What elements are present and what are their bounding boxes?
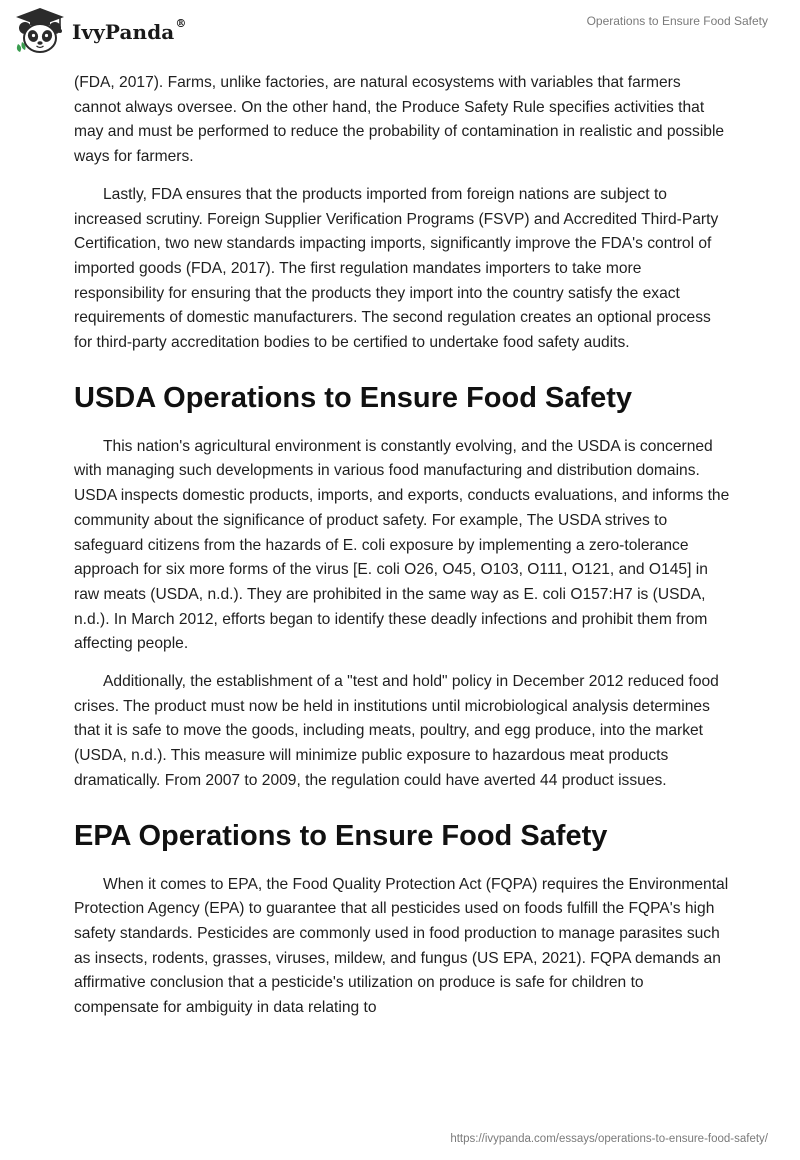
brand-logo[interactable] bbox=[14, 6, 186, 54]
source-url[interactable]: https://ivypanda.com/essays/operations-to-ensure-food-safety/ bbox=[450, 1133, 768, 1145]
brand-text: IvyPanda bbox=[72, 20, 175, 44]
paragraph: Lastly, FDA ensures that the products imported from foreign nations are subject to increased scrutiny. Foreign Supplier Verification Programs (FSVP) and Accredited Third-Party Certification, two new standards impacting imports, significantly improve the FDA's control of imported goods (FDA, 2017). The first regulation mandates importers to take more responsibility for ensuring that the products they import into the country satisfy the exact requirements of domestic manufacturers. The second regulation creates an optional process for third-party accreditation bodies to be certified to undertake food safety audits. bbox=[74, 185, 719, 352]
section-heading-epa: EPA Operations to Ensure Food Safety bbox=[74, 819, 608, 852]
section-heading-usda: USDA Operations to Ensure Food Safety bbox=[74, 381, 633, 414]
paragraph: This nation's agricultural environment is constantly evolving, and the USDA is concerned with managing such developments in various food manufacturing and distribution domains. USDA inspects domestic products, imports, and exports, conducts evaluations, and informs the community about the significance of product safety. For example, The USDA strives to safeguard citizens from the hazards of E. coli exposure by implementing a zero-tolerance approach for six more forms of the virus [E. coli O26, O45, O103, O111, O121, and O145] in raw meats (USDA, n.d.). They are prohibited in the same way as E. coli O157:H7 is (USDA, n.d.). In March 2012, efforts began to identify these deadly infections and prohibit them from affecting people. bbox=[74, 437, 730, 653]
page-header bbox=[0, 0, 800, 60]
brand-name bbox=[72, 17, 187, 44]
paragraph: Additionally, the establishment of a "test and hold" policy in December 2012 reduced food crises. The product must now be held in institutions until microbiological analysis determines that it is safe to move the goods, including meats, poultry, and egg produce, into the market (USDA, n.d.). This measure will minimize public exposure to hazardous meat products dramatically. From 2007 to 2009, the regulation could have averted 44 product issues. bbox=[74, 673, 719, 789]
panda-graduate-icon bbox=[14, 6, 66, 54]
registered-mark: ® bbox=[175, 17, 187, 30]
document-title: Operations to Ensure Food Safety bbox=[586, 14, 768, 28]
paragraph: When it comes to EPA, the Food Quality Protection Act (FQPA) requires the Environmental Protection Agency (EPA) to guarantee that all pesticides used on foods fulfill the FQPA's high safety standards. Pesticides are commonly used in food production to manage parasites such as insects, rodents, grasses, viruses, mildew, and fungus (US EPA, 2021). FQPA demands an affirmative conclusion that a pesticide's utilization on produce is safe for children to compensate for ambiguity in data relating to bbox=[74, 875, 729, 1017]
essay-body bbox=[74, 71, 730, 1034]
paragraph: (FDA, 2017). Farms, unlike factories, are natural ecosystems with variables that farmers cannot always oversee. On the other hand, the Produce Safety Rule specifies activities that may and must be performed to reduce the probability of contamination in realistic and possible ways for farmers. bbox=[74, 74, 725, 166]
